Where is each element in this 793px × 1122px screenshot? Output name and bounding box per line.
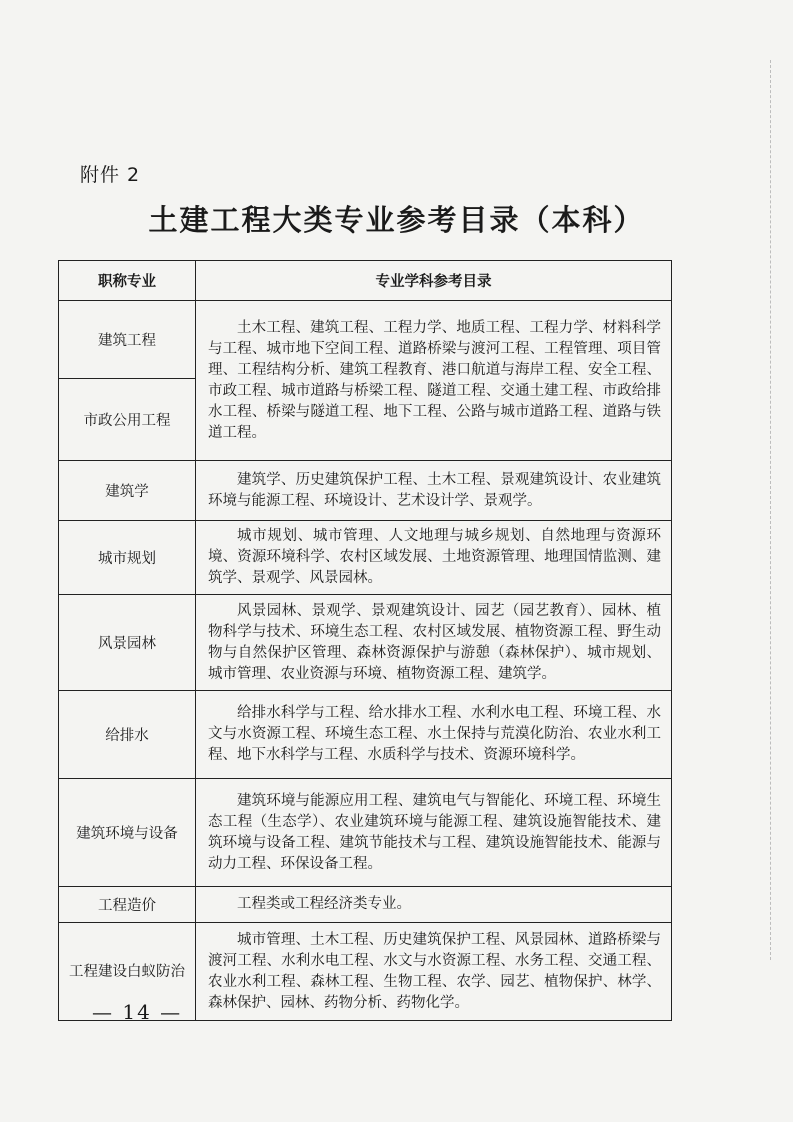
major-cell: 建筑工程 bbox=[59, 301, 196, 379]
reference-cell: 建筑环境与能源应用工程、建筑电气与智能化、环境工程、环境生态工程（生态学）、农业建筑环境与能源工程、建筑设施智能技术、建筑环境与设备工程、建筑节能技术与工程、建筑设施智能技术、能源与动力工程、环保设备工程。 bbox=[196, 779, 672, 887]
reference-cell: 风景园林、景观学、景观建筑设计、园艺（园艺教育）、园林、植物科学与技术、环境生态工程、农村区域发展、植物资源工程、野生动物与自然保护区管理、森林资源保护与游憩（森林保护）、城市规划、城市管理、农业资源与环境、植物资源工程、建筑学。 bbox=[196, 595, 672, 691]
major-cell: 风景园林 bbox=[59, 595, 196, 691]
page-number: — 14 — bbox=[92, 1000, 183, 1024]
table-row bbox=[59, 521, 672, 595]
table-row bbox=[59, 691, 672, 779]
major-catalog-table bbox=[58, 260, 672, 1021]
attachment-label: 附件 2 bbox=[80, 164, 141, 186]
major-cell: 工程造价 bbox=[59, 887, 196, 923]
reference-cell: 建筑学、历史建筑保护工程、土木工程、景观建筑设计、农业建筑环境与能源工程、环境设计、艺术设计学、景观学。 bbox=[196, 461, 672, 521]
reference-cell: 给排水科学与工程、给水排水工程、水利水电工程、环境工程、水文与水资源工程、环境生态工程、水土保持与荒漠化防治、农业水利工程、地下水科学与工程、水质科学与技术、资源环境科学。 bbox=[196, 691, 672, 779]
table-row bbox=[59, 301, 672, 379]
header-major: 职称专业 bbox=[59, 261, 196, 301]
reference-cell: 土木工程、建筑工程、工程力学、地质工程、工程力学、材料科学与工程、城市地下空间工程、道路桥梁与渡河工程、工程管理、项目管理、工程结构分析、建筑工程教育、港口航道与海岸工程、安全工程、市政工程、城市道路与桥梁工程、隧道工程、交通土建工程、市政给排水工程、桥梁与隧道工程、地下工程、公路与城市道路工程、道路与铁道工程。 bbox=[196, 301, 672, 461]
reference-cell: 工程类或工程经济类专业。 bbox=[196, 887, 672, 923]
major-cell: 建筑环境与设备 bbox=[59, 779, 196, 887]
major-cell: 工程建设白蚁防治 bbox=[59, 923, 196, 1021]
table-header-row bbox=[59, 261, 672, 301]
major-cell: 给排水 bbox=[59, 691, 196, 779]
document-title: 土建工程大类专业参考目录（本科） bbox=[148, 203, 645, 237]
table-row bbox=[59, 461, 672, 521]
header-reference: 专业学科参考目录 bbox=[196, 261, 672, 301]
reference-cell: 城市规划、城市管理、人文地理与城乡规划、自然地理与资源环境、资源环境科学、农村区域发展、土地资源管理、地理国情监测、建筑学、景观学、风景园林。 bbox=[196, 521, 672, 595]
table-row bbox=[59, 595, 672, 691]
table-row bbox=[59, 887, 672, 923]
major-cell: 市政公用工程 bbox=[59, 379, 196, 461]
reference-cell: 城市管理、土木工程、历史建筑保护工程、风景园林、道路桥梁与渡河工程、水利水电工程、水文与水资源工程、水务工程、交通工程、农业水利工程、森林工程、生物工程、农学、园艺、植物保护、林学、森林保护、园林、药物分析、药物化学。 bbox=[196, 923, 672, 1021]
table-row bbox=[59, 779, 672, 887]
major-cell: 建筑学 bbox=[59, 461, 196, 521]
major-cell: 城市规划 bbox=[59, 521, 196, 595]
page-edge-mark bbox=[770, 60, 772, 960]
